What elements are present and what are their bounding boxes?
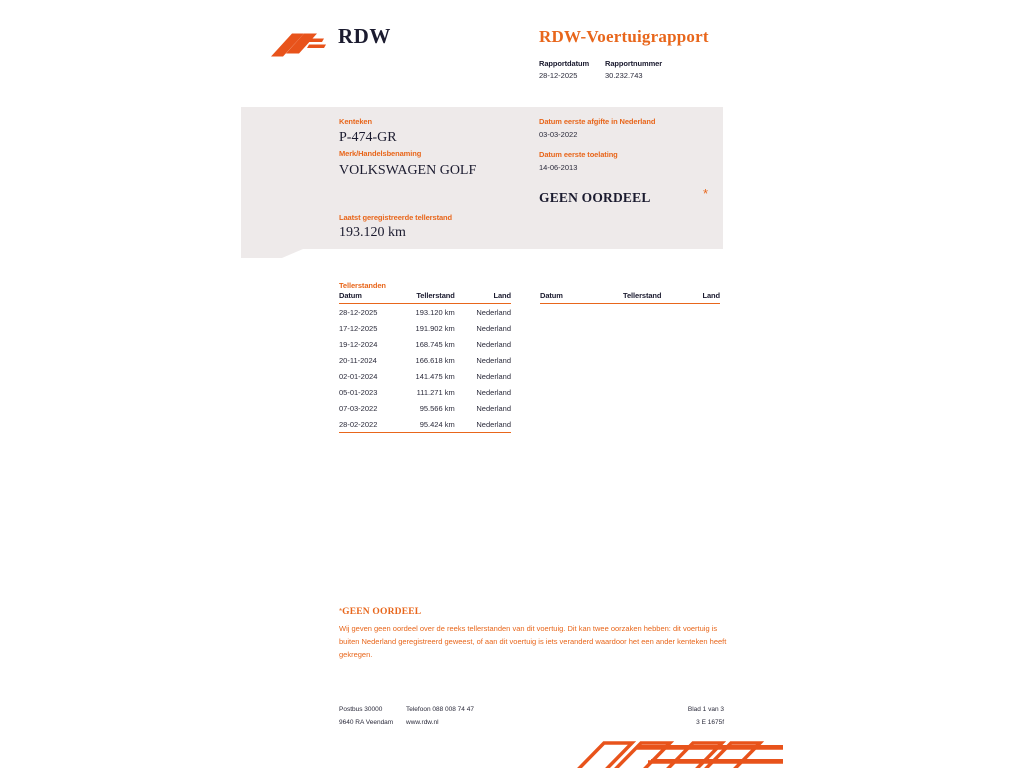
- page-title: RDW-Voertuigrapport: [539, 27, 709, 46]
- first-admission-value: 14-06-2013: [539, 163, 578, 172]
- cell-tellerstand: 95.566 km: [419, 403, 455, 413]
- column-header-datum: Datum: [339, 291, 395, 304]
- footnote-heading: [339, 606, 729, 617]
- brand-title: RDW: [338, 24, 391, 48]
- cell-tellerstand: 111.271 km: [416, 387, 455, 397]
- vehicle-summary-panel: [241, 107, 723, 249]
- cell-datum: 17-12-2025: [339, 323, 378, 333]
- footnote-heading-text: GEEN OORDEEL: [342, 607, 422, 617]
- report-date-label: Rapportdatum: [539, 59, 590, 68]
- cell-datum: 28-12-2025: [339, 307, 378, 317]
- odometer-table-right: [540, 291, 720, 304]
- cell-land: Nederland: [476, 387, 511, 397]
- footnote-body-text: Wij geven geen oordeel over de reeks tellerstanden van dit voertuig. Dit kan twee oorzaken hebben: dit voertuig is buiten Nederland geregistreerd geweest, of aan dit voertuig is iets veranderd waardoor het een ander kenteken heeft gekregen.: [339, 624, 727, 659]
- table-row: [339, 368, 511, 384]
- footer-postcode-city: 9640 RA Veendam: [339, 719, 394, 726]
- verdict-text: GEEN OORDEEL: [539, 190, 651, 205]
- cell-tellerstand: 166.618 km: [415, 355, 455, 365]
- cell-datum: 19-12-2024: [339, 339, 378, 349]
- cell-land: Nederland: [476, 339, 511, 349]
- cell-tellerstand: 141.475 km: [415, 371, 455, 381]
- verdict-footnote-marker: *: [703, 186, 709, 201]
- cell-land: Nederland: [476, 403, 511, 413]
- footer-website-link[interactable]: www.rdw.nl: [406, 719, 439, 726]
- column-header-datum: Datum: [540, 291, 599, 304]
- first-nl-registration-label: Datum eerste afgifte in Nederland: [539, 117, 656, 126]
- first-nl-registration-value: 03-03-2022: [539, 130, 578, 139]
- footnote-block: [339, 606, 729, 661]
- cell-datum: 20-11-2024: [339, 355, 377, 365]
- cell-datum: 07-03-2022: [339, 403, 378, 413]
- cell-tellerstand: 191.902 km: [415, 323, 455, 333]
- last-odometer-label: Laatst geregistreerde tellerstand: [339, 213, 452, 222]
- cell-land: Nederland: [461, 416, 511, 433]
- cell-land: Nederland: [476, 371, 511, 381]
- column-header-land: Land: [667, 291, 720, 304]
- cell-tellerstand: 193.120 km: [415, 307, 455, 317]
- report-number-label: Rapportnummer: [605, 59, 663, 68]
- cell-datum: 28-02-2022: [339, 416, 395, 433]
- odometer-section-title: Tellerstanden: [339, 281, 386, 290]
- rdw-watermark-logo-icon: [548, 738, 788, 768]
- table-row: [339, 400, 511, 416]
- report-date: [539, 59, 589, 80]
- footnote-marker: *: [339, 607, 343, 616]
- rdw-arrow-logo-icon: [268, 28, 328, 64]
- table-header-row: [339, 291, 511, 304]
- footer-po-box: Postbus 30000: [339, 706, 383, 713]
- footer-phone: Telefoon 088 008 74 47: [406, 706, 474, 713]
- footer-form-code: 3 E 1675f: [696, 719, 724, 726]
- table-row: [339, 384, 511, 400]
- table-row: [339, 336, 511, 352]
- cell-datum: 02-01-2024: [339, 371, 378, 381]
- first-admission-label: Datum eerste toelating: [539, 150, 618, 159]
- cell-land: Nederland: [476, 323, 511, 333]
- column-header-land: Land: [461, 291, 511, 304]
- table-row: [339, 352, 511, 368]
- table-row: [339, 304, 511, 321]
- odometer-table-left: [339, 291, 511, 433]
- table-header-row: [540, 291, 720, 304]
- report-number-value: 30.232.743: [605, 71, 643, 80]
- cell-land: Nederland: [476, 355, 511, 365]
- last-odometer-value: 193.120 km: [339, 225, 406, 240]
- column-header-tellerstand: Tellerstand: [599, 291, 668, 304]
- make-value: VOLKSWAGEN GOLF: [339, 163, 477, 178]
- license-label: Kenteken: [339, 117, 372, 126]
- footer-pagination: [339, 703, 724, 729]
- make-label: Merk/Handelsbenaming: [339, 149, 422, 158]
- report-date-value: 28-12-2025: [539, 71, 578, 80]
- cell-datum: 05-01-2023: [339, 387, 378, 397]
- table-row: [339, 320, 511, 336]
- cell-tellerstand: 95.424 km: [395, 416, 461, 433]
- cell-tellerstand: 168.745 km: [415, 339, 455, 349]
- panel-notch-decoration: [241, 249, 303, 258]
- cell-land: Nederland: [476, 307, 511, 317]
- column-header-tellerstand: Tellerstand: [395, 291, 461, 304]
- footer-page-number: Blad 1 van 3: [687, 706, 724, 713]
- table-row: [339, 416, 511, 433]
- license-value: P-474-GR: [339, 130, 397, 145]
- report-number: [605, 59, 662, 80]
